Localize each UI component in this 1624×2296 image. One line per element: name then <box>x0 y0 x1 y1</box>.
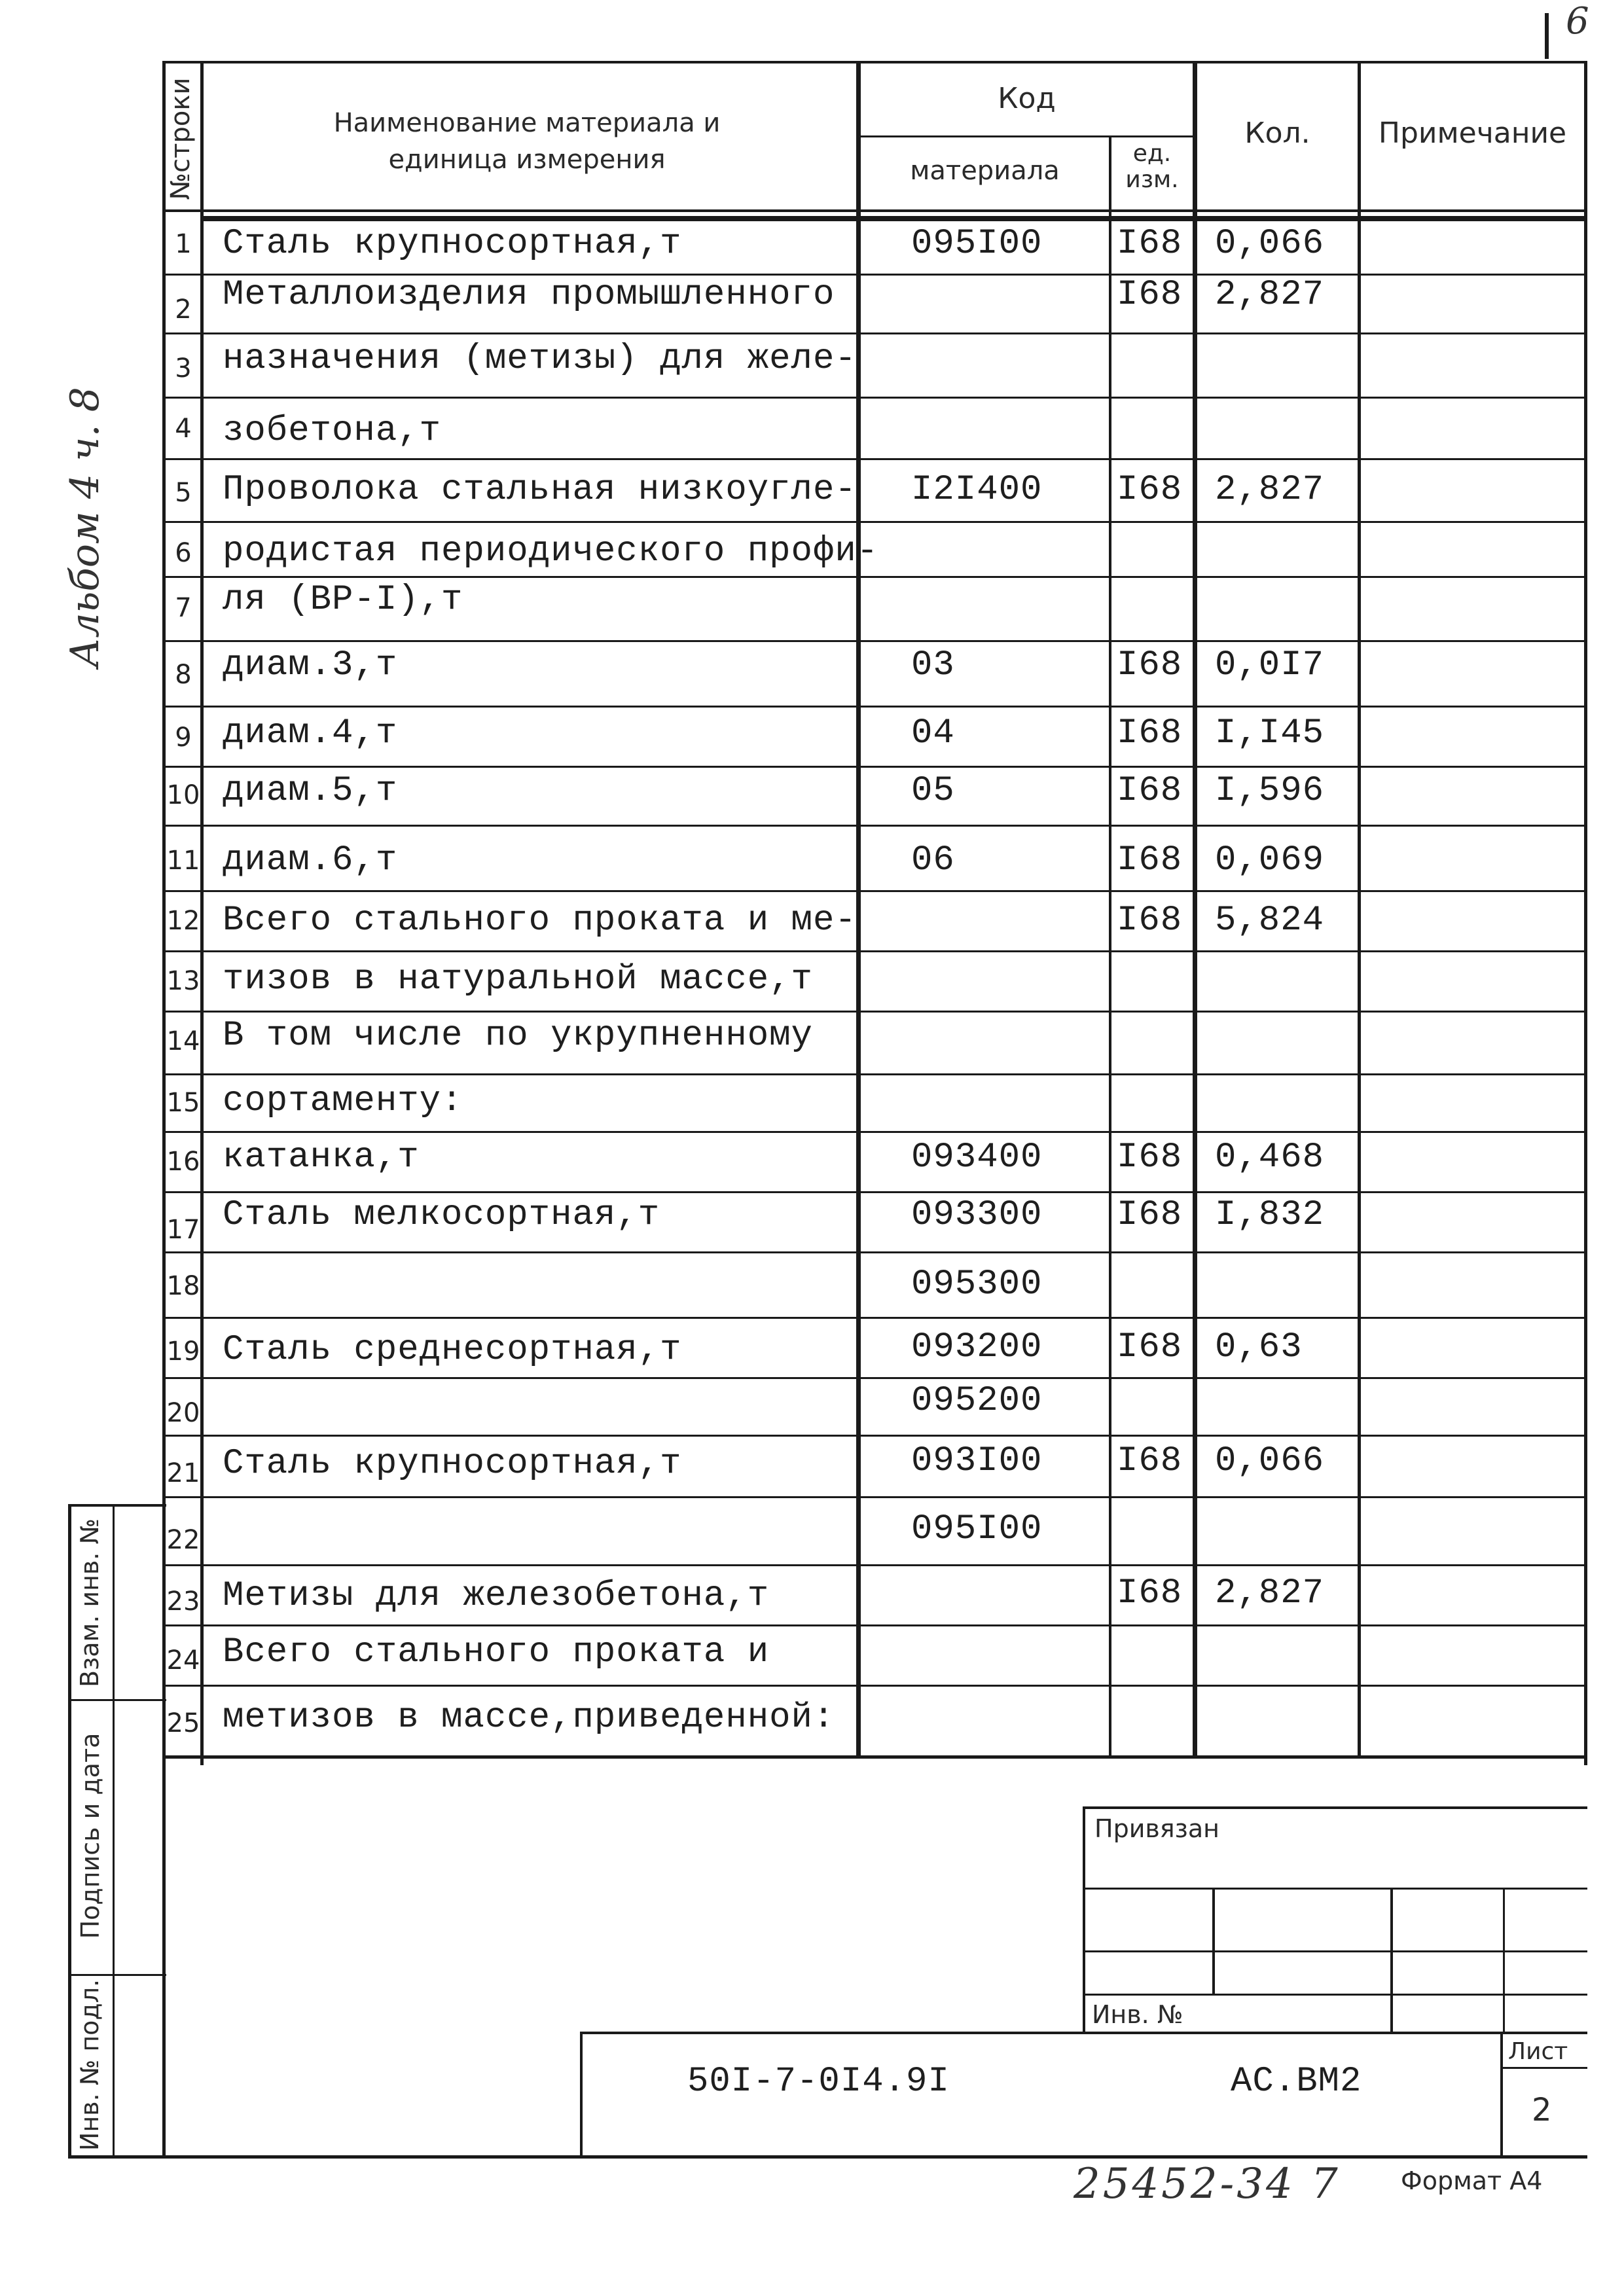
sheet-number: 2 <box>1532 2092 1552 2128</box>
row-number: 13 <box>166 966 200 996</box>
header-code: Код <box>998 82 1056 115</box>
row-qty: 5,824 <box>1215 901 1325 941</box>
row-name: зобетона,т <box>223 411 442 451</box>
row-unit-code: I68 <box>1117 1327 1183 1367</box>
header-unit-line1: ед. <box>1132 140 1172 167</box>
row-number: 9 <box>175 723 192 753</box>
row-name: метизов в массе,приведенной: <box>223 1698 835 1738</box>
row-name: Метизы для железобетона,т <box>223 1576 770 1616</box>
stamp-inv-podl: Инв. № подл. <box>75 1979 104 2151</box>
row-number: 23 <box>166 1587 200 1617</box>
row-number: 24 <box>166 1645 200 1676</box>
row-name: диам.3,т <box>223 645 398 685</box>
row-name: Всего стального проката и ме- <box>223 901 857 941</box>
row-number: 20 <box>166 1398 200 1428</box>
header-name-line1: Наименование материала и <box>333 108 721 138</box>
row-number: 15 <box>166 1088 200 1118</box>
row-qty: I,I45 <box>1215 713 1325 753</box>
row-number: 7 <box>175 593 192 623</box>
header-qty: Кол. <box>1244 117 1310 150</box>
row-name: диам.4,т <box>223 713 398 753</box>
row-name: сортаменту: <box>223 1081 463 1121</box>
header-row-number: №строки <box>166 77 196 200</box>
row-material-code: 06 <box>911 840 955 880</box>
stamp-podpis-data: Подпись и дата <box>76 1732 105 1939</box>
row-qty: 0,066 <box>1215 1441 1325 1481</box>
row-unit-code: I68 <box>1117 713 1183 753</box>
row-qty: 0,069 <box>1215 840 1325 880</box>
row-number: 8 <box>175 660 192 690</box>
row-material-code: 095200 <box>911 1381 1043 1421</box>
row-unit-code: I68 <box>1117 1573 1183 1613</box>
header-material: материала <box>910 156 1060 186</box>
album-note: Альбом 4 ч. 8 <box>62 387 108 668</box>
row-qty: I,832 <box>1215 1195 1325 1235</box>
row-material-code: 095I00 <box>911 1509 1043 1549</box>
row-material-code: I2I400 <box>911 470 1043 510</box>
row-number: 25 <box>166 1708 200 1738</box>
row-material-code: 095I00 <box>911 224 1043 264</box>
corner-mark: 6 <box>1566 0 1589 43</box>
row-unit-code: I68 <box>1117 470 1183 510</box>
row-name: Всего стального проката и <box>223 1632 770 1672</box>
row-qty: 0,63 <box>1215 1327 1303 1367</box>
row-name: ля (ВР-I),т <box>223 580 463 620</box>
row-name: диам.6,т <box>223 840 398 880</box>
row-number: 11 <box>166 846 200 876</box>
row-qty: 2,827 <box>1215 1573 1325 1613</box>
row-name: родистая периодического профи- <box>223 531 879 571</box>
row-number: 17 <box>166 1215 200 1245</box>
row-unit-code: I68 <box>1117 275 1183 315</box>
row-material-code: 095300 <box>911 1265 1043 1304</box>
row-number: 12 <box>166 906 200 936</box>
row-number: 4 <box>175 414 192 444</box>
row-number: 22 <box>166 1525 200 1555</box>
row-name: назначения (метизы) для желе- <box>223 339 857 379</box>
row-qty: 0,468 <box>1215 1138 1325 1177</box>
row-unit-code: I68 <box>1117 840 1183 880</box>
row-name: Сталь среднесортная,т <box>223 1330 682 1370</box>
stamp-vzam-inv: Взам. инв. № <box>75 1518 104 1688</box>
row-name: В том числе по укрупненному <box>223 1016 813 1056</box>
archive-number: 25452-34 7 <box>1074 2160 1341 2208</box>
row-material-code: 093400 <box>911 1138 1043 1177</box>
row-unit-code: I68 <box>1117 901 1183 941</box>
row-qty: 0,0I7 <box>1215 645 1325 685</box>
row-name: катанка,т <box>223 1138 420 1177</box>
header-name-line2: единица измерения <box>388 145 666 175</box>
privyazan-label: Привязан <box>1094 1814 1219 1843</box>
header-unit-line2: изм. <box>1125 166 1179 193</box>
row-name: Сталь крупносортная,т <box>223 1444 682 1484</box>
row-number: 2 <box>175 295 192 325</box>
row-number: 21 <box>166 1458 200 1488</box>
row-qty: 2,827 <box>1215 275 1325 315</box>
row-number: 1 <box>175 229 192 259</box>
row-number: 6 <box>175 538 192 568</box>
row-unit-code: I68 <box>1117 1441 1183 1481</box>
row-unit-code: I68 <box>1117 224 1183 264</box>
row-number: 19 <box>166 1336 200 1367</box>
row-material-code: 03 <box>911 645 955 685</box>
row-material-code: 04 <box>911 713 955 753</box>
row-material-code: 093300 <box>911 1195 1043 1235</box>
row-unit-code: I68 <box>1117 1138 1183 1177</box>
doc-code: 50I-7-0I4.9I <box>687 2062 950 2102</box>
row-number: 18 <box>166 1271 200 1301</box>
sheet-label: Лист <box>1508 2038 1568 2065</box>
row-material-code: 05 <box>911 771 955 811</box>
row-name: Металлоизделия промышленного <box>223 275 835 315</box>
row-name: Сталь мелкосортная,т <box>223 1195 660 1235</box>
row-number: 16 <box>166 1147 200 1177</box>
corner-tick <box>1545 13 1549 59</box>
row-name: диам.5,т <box>223 771 398 811</box>
row-number: 14 <box>166 1026 200 1056</box>
header-unit <box>1111 141 1193 193</box>
row-qty: 2,827 <box>1215 470 1325 510</box>
row-number: 5 <box>175 478 192 508</box>
row-number: 10 <box>166 780 200 810</box>
row-qty: 0,066 <box>1215 224 1325 264</box>
row-qty: I,596 <box>1215 771 1325 811</box>
row-name: Проволока стальная низкоугле- <box>223 470 857 510</box>
row-unit-code: I68 <box>1117 645 1183 685</box>
row-unit-code: I68 <box>1117 771 1183 811</box>
inv-no-label: Инв. № <box>1092 2000 1183 2029</box>
header-note: Примечание <box>1378 117 1567 150</box>
row-material-code: 093I00 <box>911 1441 1043 1481</box>
row-name: Сталь крупносортная,т <box>223 224 682 264</box>
format-label: Формат А4 <box>1401 2166 1543 2195</box>
row-name: тизов в натуральной массе,т <box>223 960 813 999</box>
row-unit-code: I68 <box>1117 1195 1183 1235</box>
doc-mark: АС.ВМ2 <box>1231 2062 1362 2102</box>
header-name <box>209 105 844 178</box>
row-number: 3 <box>175 353 192 384</box>
row-material-code: 093200 <box>911 1327 1043 1367</box>
